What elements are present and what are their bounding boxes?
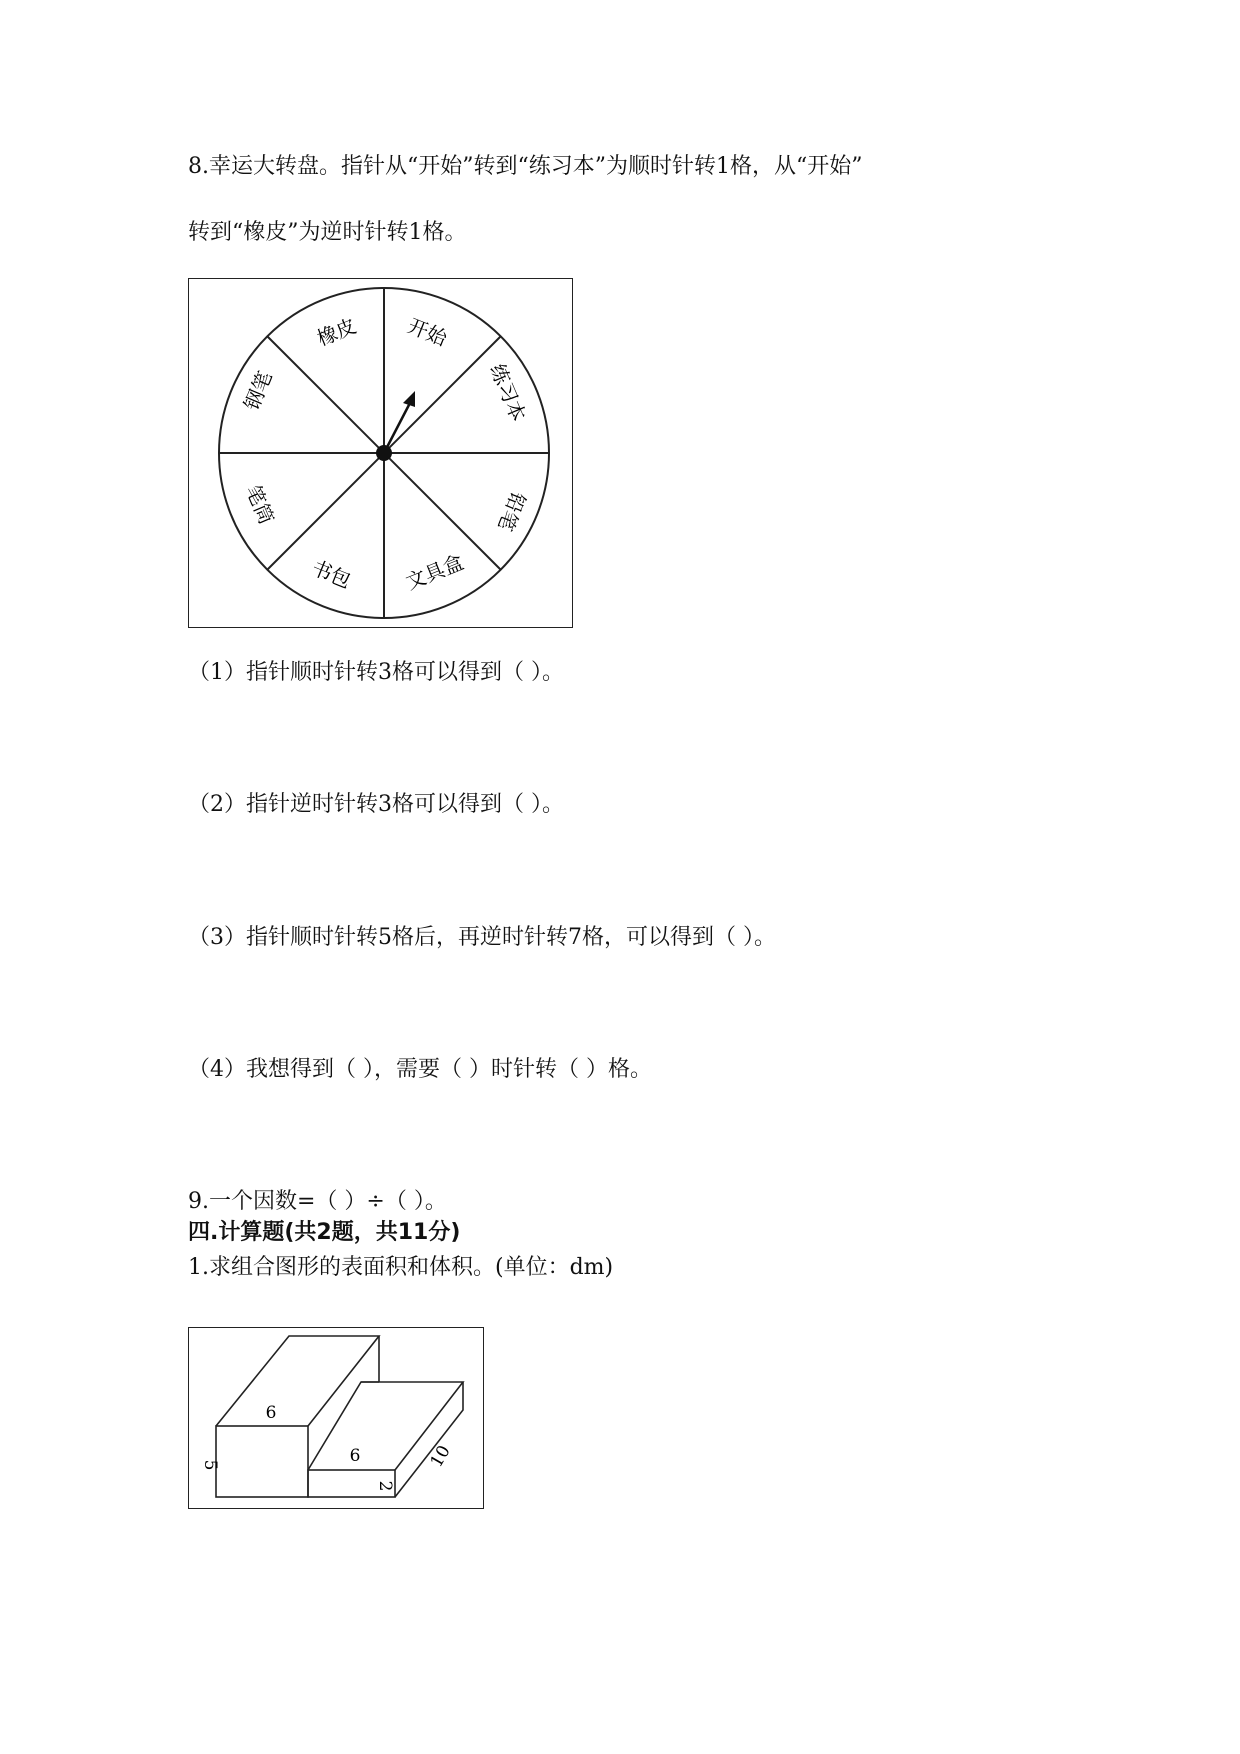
tall-block-front [216,1426,308,1497]
dim-step-width: 6 [349,1446,361,1466]
wheel-svg [189,279,572,627]
dim-depth: 10 [426,1442,455,1471]
wheel-label-pen-holder: 笔筒 [241,481,279,528]
solid-svg [189,1328,483,1508]
wheel-pointer-arrowhead [403,391,415,407]
q8-sub1: （1）指针顺时针转3格可以得到（ ）。 [188,660,564,685]
dim-step-height: 2 [375,1480,395,1492]
wheel-label-eraser: 橡皮 [313,313,360,351]
wheel-label-pencil-case: 文具盒 [402,549,467,595]
q8-line1: 8.幸运大转盘。指针从“开始”转到“练习本”为顺时针转1格，从“开始” [188,154,863,179]
q8-line2: 转到“橡皮”为逆时针转1格。 [188,220,467,245]
q8-sub3: （3）指针顺时针转5格后，再逆时针转7格，可以得到（ ）。 [188,925,776,950]
q8-sub4: （4）我想得到（ ），需要（ ）时针转（ ）格。 [188,1057,652,1082]
wheel-pointer [384,401,411,453]
dim-height-left: 5 [200,1459,220,1471]
solid-figure [188,1327,484,1509]
section4-q1: 1.求组合图形的表面积和体积。(单位：dm) [188,1255,614,1280]
wheel-label-start: 开始 [404,313,451,351]
q8-sub2: （2）指针逆时针转3格可以得到（ ）。 [188,792,564,817]
tall-block-top [216,1336,379,1426]
dim-top-width: 6 [265,1403,277,1423]
step-right-side [395,1382,463,1497]
wheel-label-fountain-pen: 钢笔 [239,367,277,414]
wheel-figure [188,278,573,628]
section4-heading: 四.计算题(共2题，共11分) [188,1220,461,1245]
wheel-label-notebook: 练习本 [485,360,531,425]
q9-text: 9.一个因数=（ ）÷（ ）。 [188,1189,447,1214]
wheel-label-pencil: 铅笔 [493,488,531,535]
wheel-label-schoolbag: 书包 [308,555,355,593]
wheel-center-dot [376,445,392,461]
